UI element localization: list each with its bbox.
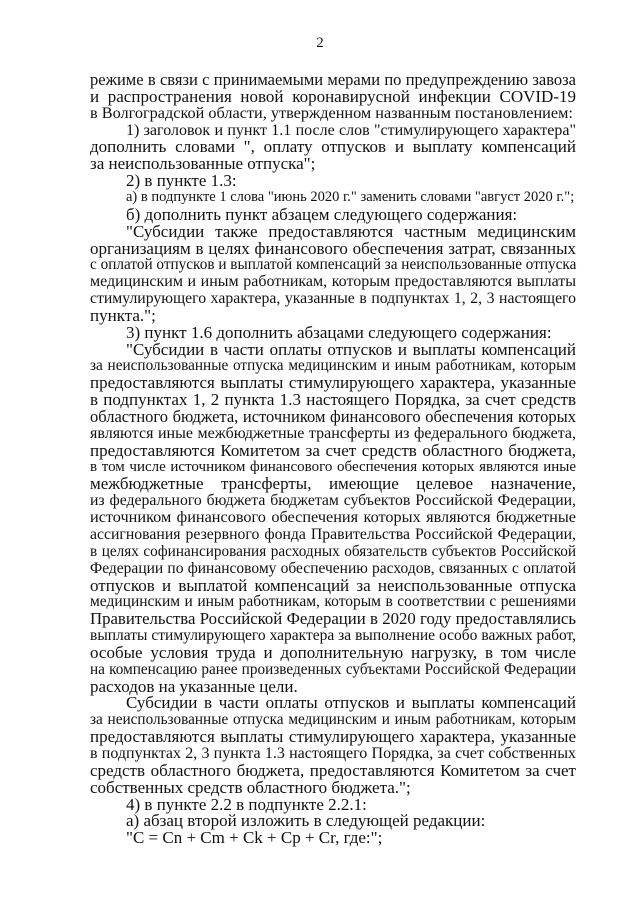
- text-line: режиме в связи с принимаемыми мерами по предупреждению завоза: [90, 70, 576, 89]
- text-line: и распространения новой коронавирусной инфекции COVID-19: [90, 86, 576, 106]
- text-line: пункта.";: [90, 305, 156, 325]
- text-line: 3) пункт 1.6 дополнить абзацами следующего содержания:: [126, 322, 552, 342]
- text-line: с оплатой отпусков и выплатой компенсаций за неиспользованные отпуска: [90, 256, 577, 274]
- text-line: в том числе источником финансового обеспечения которых являются иные: [90, 458, 576, 475]
- text-line: за неиспользованные отпуска медицинским и иным работникам, которым: [90, 711, 576, 729]
- text-line: межбюджетные трансферты, имеющие целевое назначение,: [90, 474, 576, 494]
- text-line: Правительства Российской Федерации в 2020 году предоставлялись: [90, 609, 576, 629]
- text-line: из федерального бюджета бюджетам субъектов Российской Федерации,: [90, 492, 576, 510]
- text-line: являются иные межбюджетные трансферты из федерального бюджета,: [90, 424, 576, 442]
- text-line: областного бюджета, источником финансового обеспечения которых: [90, 407, 576, 426]
- text-line: "Субсидии также предоставляются частным медицинским: [126, 221, 576, 241]
- text-line: собственных средств областного бюджета.";: [90, 777, 411, 797]
- text-line: а) в подпункте 1 слова "июнь 2020 г." заменить словами "август 2020 г.";: [126, 188, 575, 205]
- text-line: за неиспользованные отпуска";: [90, 154, 316, 174]
- text-line: б) дополнить пункт абзацем следующего содержания:: [126, 204, 518, 224]
- text-line: на компенсацию ранее произведенных субъектами Российской Федерации: [90, 660, 576, 678]
- text-line: отпусков и выплатой компенсаций за неиспользованные отпуска: [90, 575, 576, 595]
- text-line: 1) заголовок и пункт 1.1 после слов "стимулирующего характера": [126, 121, 576, 139]
- text-line: предоставляются выплаты стимулирующего характера, указанные: [90, 373, 576, 393]
- text-line: ассигнования резервного фонда Правительства Российской Федерации,: [90, 525, 576, 543]
- text-line: "Субсидии в части оплаты отпусков и выплаты компенсаций: [126, 339, 576, 359]
- text-line: Федерации по финансовому обеспечению расходов, связанных с оплатой: [90, 559, 576, 577]
- text-line: расходов на указанные цели.: [90, 676, 298, 696]
- text-line: "С = Сn + Сm + Сk + Сp + Сr, где:";: [126, 828, 383, 848]
- text-line: особые условия труда и дополнительную нагрузку, в том числе: [90, 642, 576, 662]
- text-line: в Волгоградской области, утвержденном названным постановлением:: [90, 103, 573, 122]
- text-line: средств областного бюджета, предоставляются Комитетом за счет: [90, 760, 576, 780]
- text-line: стимулирующего характера, указанные в подпунктах 1, 2, 3 настоящего: [90, 290, 576, 308]
- text-line: а) абзац второй изложить в следующей редакции:: [126, 811, 486, 831]
- text-line: выплаты стимулирующего характера за выполнение особо важных работ,: [90, 627, 576, 645]
- text-line: медицинским и иным работникам, которым в соответствии с решениями: [90, 593, 576, 611]
- text-line: в подпунктах 2, 3 пункта 1.3 настоящего Порядка, за счет собственных: [90, 745, 576, 762]
- text-line: 2) в пункте 1.3:: [126, 171, 237, 191]
- text-line: Субсидии в части оплаты отпусков и выплаты компенсаций: [126, 693, 576, 713]
- text-line: в подпунктах 1, 2 пункта 1.3 настоящего Порядка, за счет средств: [90, 390, 576, 410]
- text-line: дополнить словами ", оплату отпусков и выплату компенсаций: [90, 137, 576, 157]
- text-line: предоставляются Комитетом за счет средств областного бюджета,: [90, 440, 576, 460]
- text-line: за неиспользованные отпуска медицинским и иным работникам, которым: [90, 357, 576, 375]
- text-line: источником финансового обеспечения которых являются бюджетные: [90, 508, 576, 527]
- text-line: предоставляются выплаты стимулирующего характера, указанные: [90, 727, 576, 747]
- text-line: в целях софинансирования расходных обязательств субъектов Российской: [90, 542, 576, 560]
- page-number: 2: [316, 35, 324, 51]
- text-line: организациям в целях финансового обеспечения затрат, связанных: [90, 238, 576, 258]
- text-line: медицинским и иным работникам, которым предоставляются выплаты: [90, 273, 576, 291]
- text-line: 4) в пункте 2.2 в подпункте 2.2.1:: [126, 794, 367, 814]
